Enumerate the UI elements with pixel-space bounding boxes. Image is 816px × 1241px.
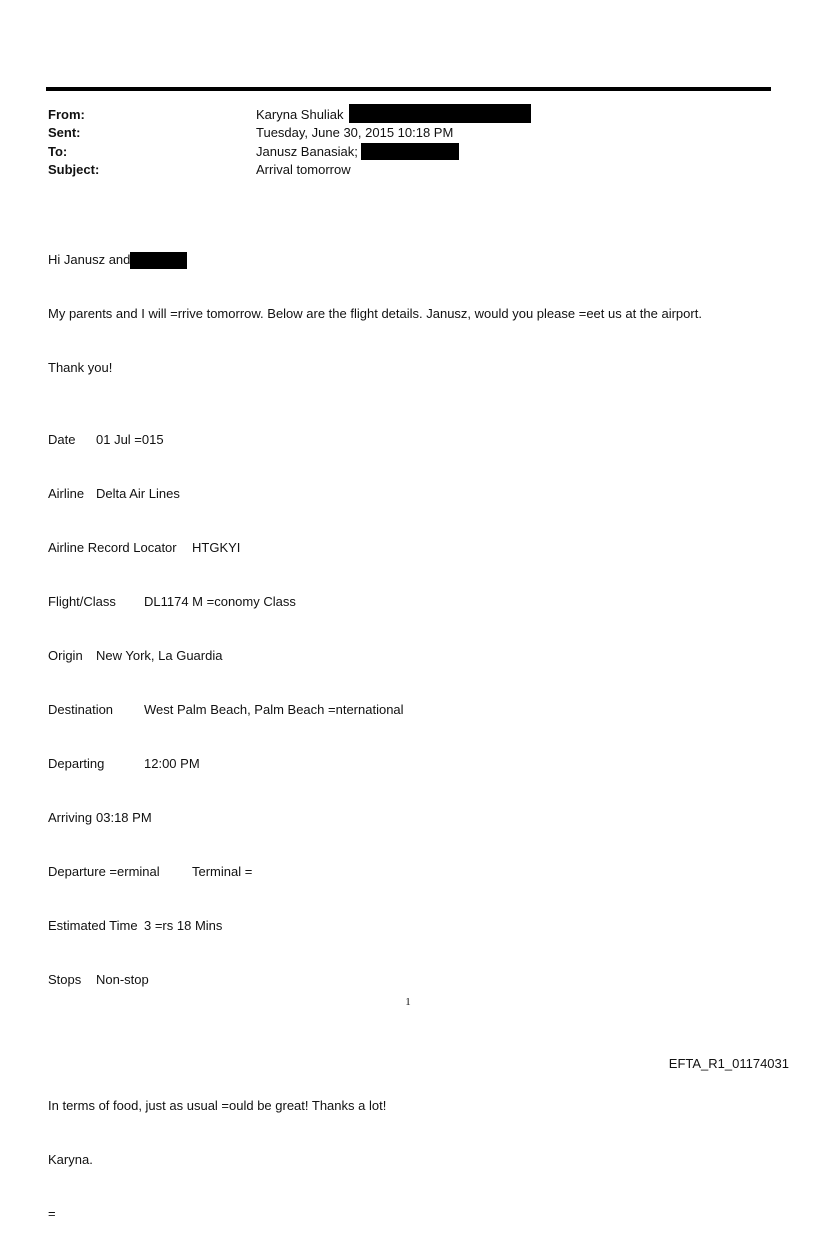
estimated-label: Estimated Time — [48, 918, 138, 933]
to-label: To: — [48, 143, 68, 159]
airline-label: Airline — [48, 486, 85, 501]
sent-row — [48, 124, 531, 142]
date-label: Date — [48, 432, 76, 447]
to-row — [48, 143, 531, 161]
page-number: 1 — [405, 996, 411, 1008]
header-rule — [46, 87, 771, 91]
redaction-box — [361, 143, 459, 160]
subject-label: Subject: — [48, 161, 100, 177]
locator-value: HTGKYI — [192, 540, 241, 555]
from-label: From: — [48, 107, 85, 122]
flight-label: Flight/Class — [48, 594, 116, 609]
departure-terminal: Departure =erminal — [48, 864, 160, 879]
thanks-line: Thank you! — [48, 360, 113, 375]
arriving-value: 03:18 PM — [96, 810, 152, 825]
email-body — [48, 215, 702, 1241]
terminal-row — [48, 863, 702, 881]
to-value: Janusz Banasiak; — [256, 143, 358, 159]
subject-row — [48, 161, 531, 179]
subject-value: Arrival tomorrow — [256, 161, 351, 177]
food-line: In terms of food, just as usual =ould be great! Thanks a lot! — [48, 1098, 387, 1113]
date-value: 01 Jul =015 — [96, 432, 164, 447]
flight-value: DL1174 M =conomy Class — [144, 594, 296, 609]
airline-value: Delta Air Lines — [96, 486, 180, 501]
from-value: Karyna Shuliak — [256, 107, 344, 122]
stops-row — [48, 971, 702, 989]
departing-value: 12:00 PM — [144, 756, 200, 771]
date-row — [48, 431, 702, 449]
body-paragraph: My parents and I will =rrive tomorrow. Below are the flight details. Janusz, would you please =eet us at the airport. — [48, 306, 702, 321]
destination-label: Destination — [48, 702, 114, 717]
destination-row — [48, 701, 702, 719]
estimated-row — [48, 917, 702, 935]
terminal: Terminal = — [192, 864, 253, 879]
redaction-box — [349, 104, 531, 123]
departing-label: Departing — [48, 756, 105, 771]
origin-value: New York, La Guardia — [96, 648, 223, 663]
sent-value: Tuesday, June 30, 2015 10:18 PM — [256, 125, 454, 141]
arriving-row — [48, 809, 702, 827]
stops-label: Stops — [48, 972, 82, 987]
origin-row — [48, 647, 702, 665]
trailing-char: = — [48, 1206, 56, 1221]
redaction-box — [130, 252, 187, 269]
flight-row — [48, 593, 702, 611]
from-row — [48, 106, 531, 124]
greeting-line — [48, 251, 702, 269]
locator-label: Airline Record Locator — [48, 540, 177, 555]
estimated-value: 3 =rs 18 Mins — [144, 918, 223, 933]
airline-row — [48, 485, 702, 503]
email-header — [48, 106, 531, 179]
stops-value: Non-stop — [96, 972, 149, 987]
departing-row — [48, 755, 702, 773]
arriving-label: Arriving — [48, 810, 93, 825]
locator-row — [48, 539, 702, 557]
greeting: Hi Janusz and — [48, 252, 131, 267]
document-id: EFTA_R1_01174031 — [668, 1056, 789, 1071]
signoff: Karyna. — [48, 1152, 93, 1167]
sent-label: Sent: — [48, 125, 81, 141]
destination-value: West Palm Beach, Palm Beach =nternational — [144, 702, 404, 717]
origin-label: Origin — [48, 648, 83, 663]
